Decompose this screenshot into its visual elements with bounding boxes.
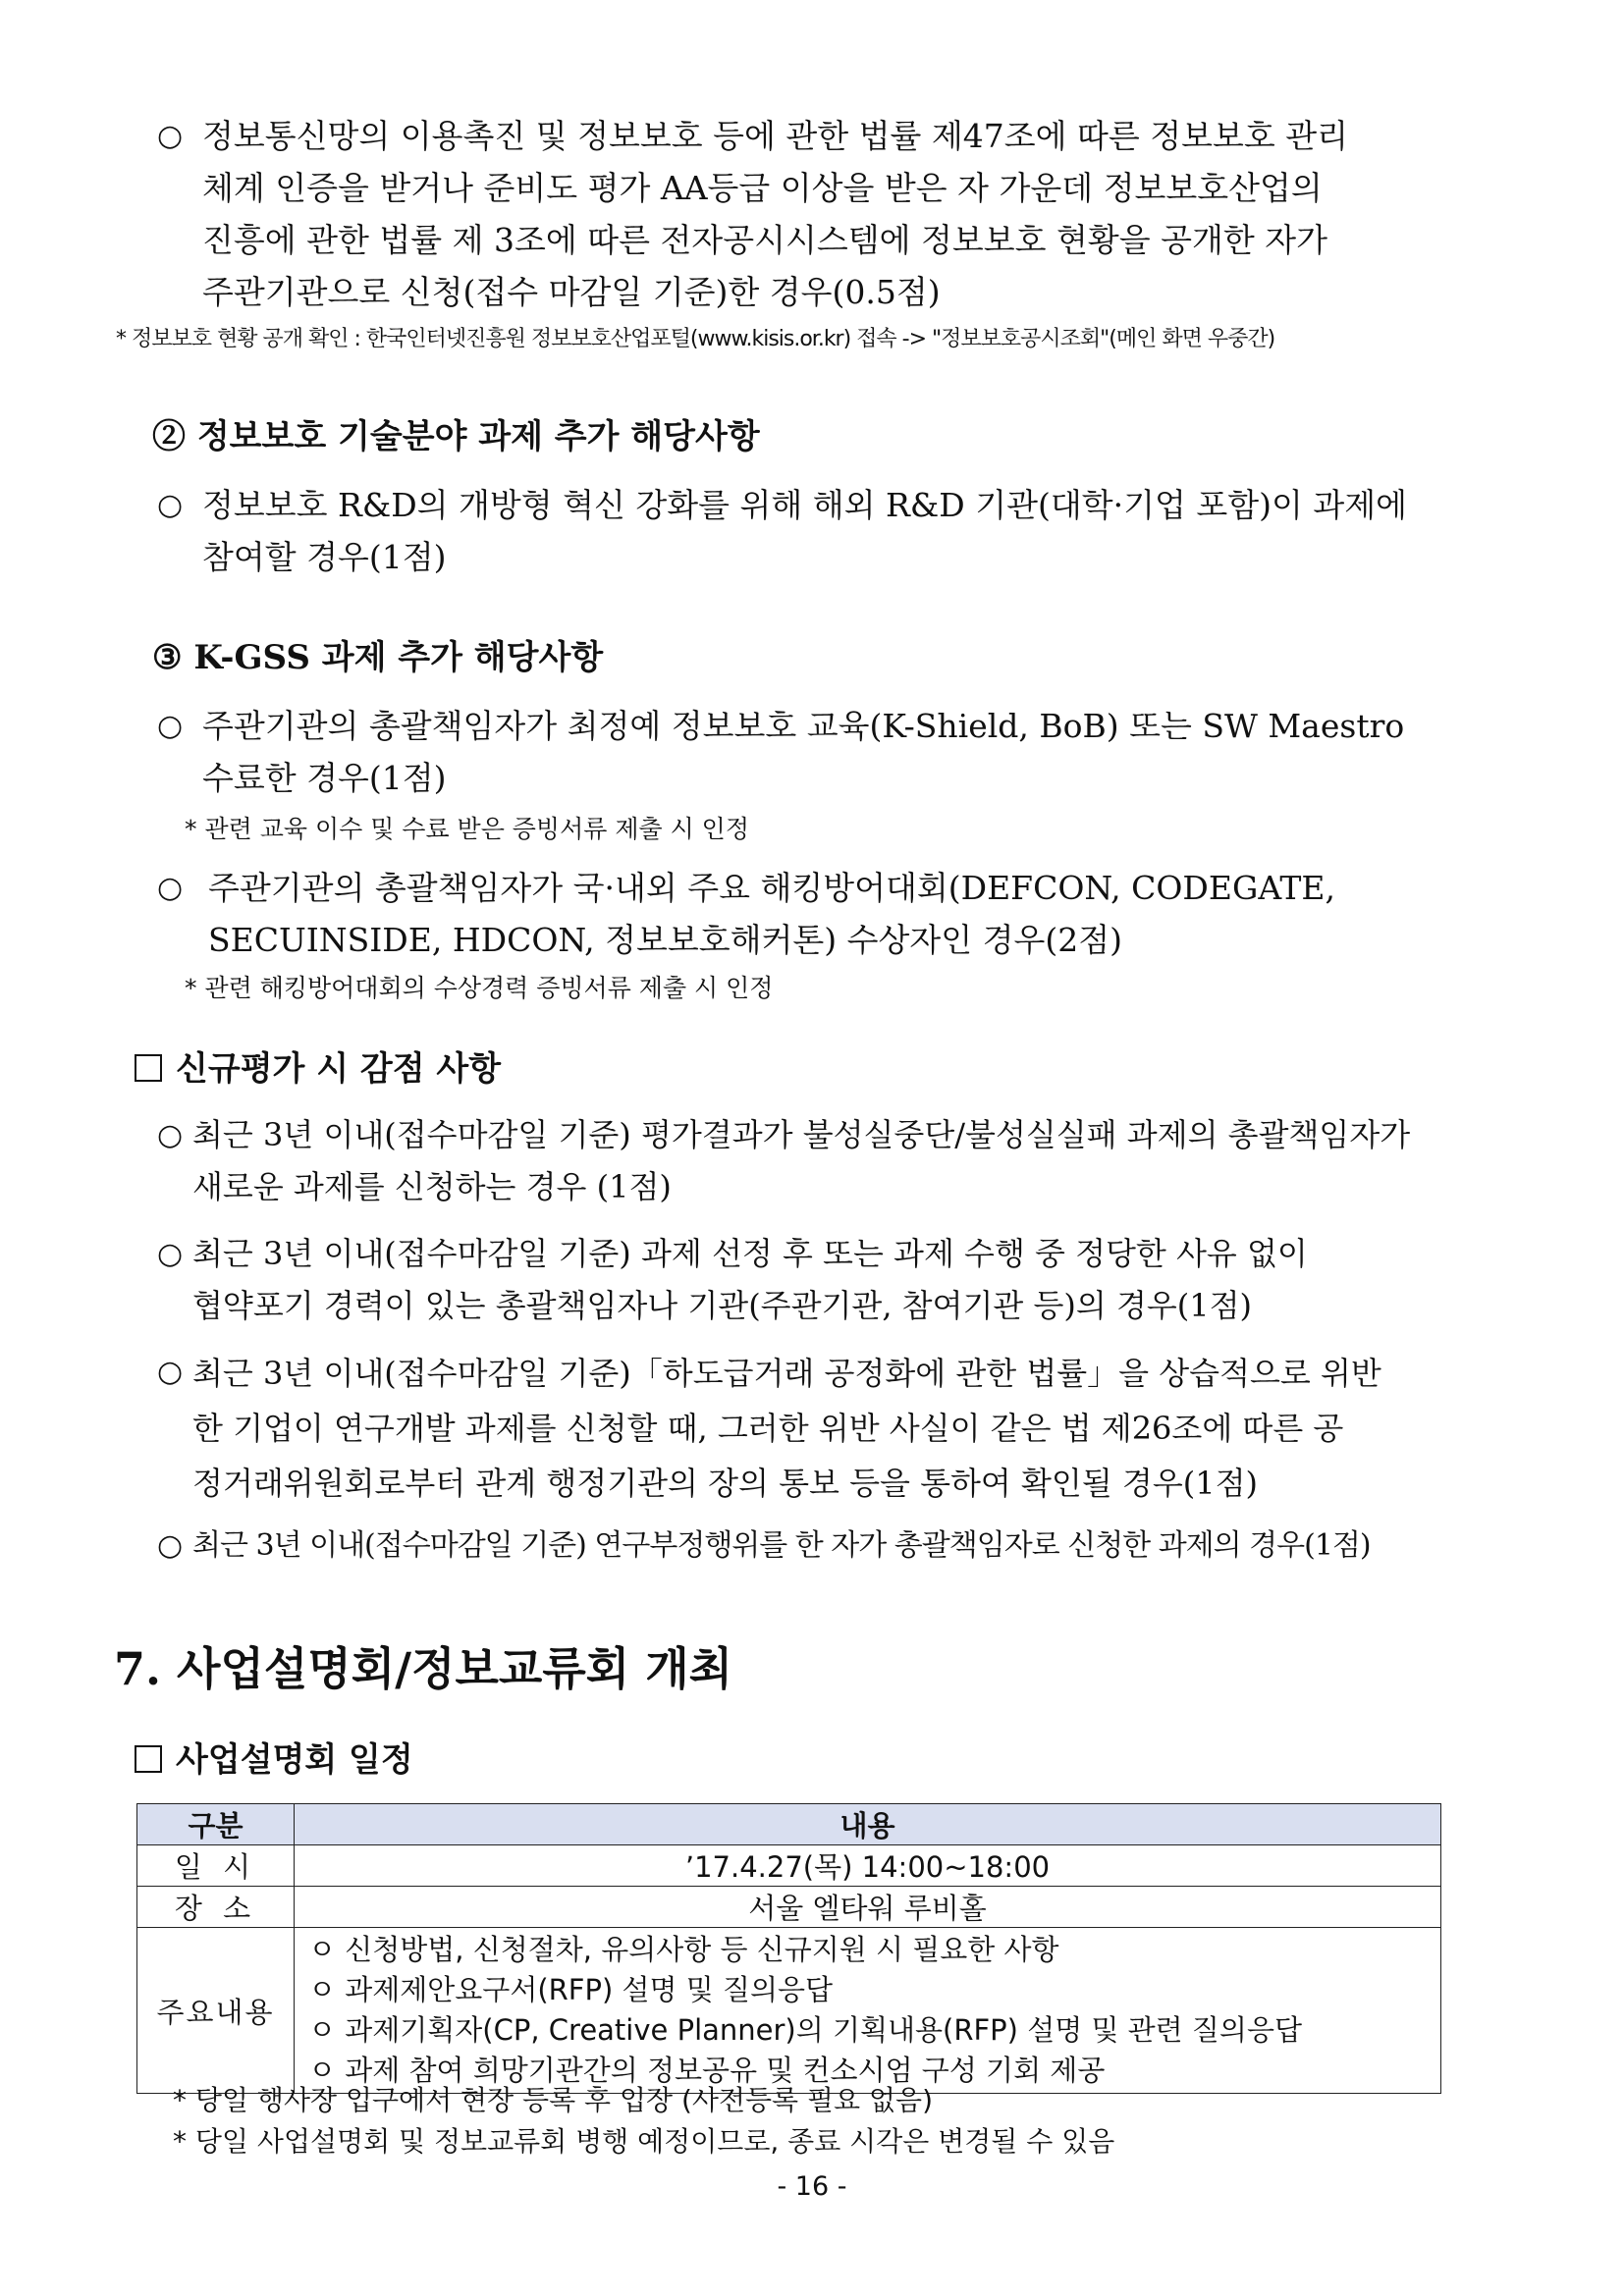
bullet-marker: ○ (157, 1355, 184, 1389)
section-2-paragraph (202, 479, 1441, 583)
text-line: 정보보호 R&D의 개방형 혁신 강화를 위해 해외 R&D 기관(대학·기업 포함)이 과제에 (202, 486, 1407, 524)
section-7-title: 7. 사업설명회/정보교류회 개최 (114, 1642, 733, 1695)
bullet-marker: ○ (157, 488, 184, 522)
date-label: 일 시 (137, 1845, 295, 1887)
bullet-marker: ○ (157, 119, 184, 153)
schedule-heading (135, 1734, 413, 1787)
place-label: 장 소 (137, 1887, 295, 1928)
text-line: 정거래위원회로부터 관계 행정기관의 장의 통보 등을 통하여 확인될 경우(1점) (192, 1465, 1258, 1502)
schedule-note-1 (173, 2081, 933, 2120)
table-row (137, 1928, 1441, 2094)
intro-paragraph (202, 110, 1441, 318)
text-line: 한 기업이 연구개발 과제를 신청할 때, 그러한 위반 사실이 같은 법 제26조에 따른 공 (192, 1410, 1344, 1447)
note-text: 관련 해킹방어대회의 수상경력 증빙서류 제출 시 인정 (204, 974, 774, 1002)
note-marker: * (185, 974, 197, 1002)
schedule-heading-text: 사업설명회 일정 (176, 1740, 413, 1780)
note-marker: * (173, 2125, 187, 2158)
intro-note (116, 320, 1274, 359)
content-item: ㅇ 과제기획자(CP, Creative Planner)의 기획내용(RFP) 설명 및 관련 질의응답 (308, 2013, 1302, 2047)
note-text: 정보보호 현황 공개 확인 : 한국인터넷진흥원 정보보호산업포털(www.kisis.or.kr) 접속 -> "정보보호공시조회"(메인 화면 우중간) (132, 327, 1275, 351)
bullet-marker: ○ (157, 1237, 184, 1271)
content-item: ㅇ 신청방법, 신청절차, 유의사항 등 신규지원 시 필요한 사항 (308, 1933, 1059, 1966)
checkbox-square-icon (135, 1054, 162, 1082)
schedule-table (136, 1803, 1441, 2094)
deduction-item-2 (192, 1228, 1441, 1332)
schedule-note-2 (173, 2122, 1114, 2162)
section-3-item-1 (202, 700, 1441, 804)
text-line: 최근 3년 이내(접수마감일 기준) 평가결과가 불성실중단/불성실실패 과제의 총괄책임자가 (192, 1116, 1411, 1153)
text-line: 참여할 경우(1점) (202, 538, 447, 576)
content-item: ㅇ 과제 참여 희망기관간의 정보공유 및 컨소시엄 구성 기회 제공 (308, 2054, 1106, 2087)
content-label: 주요내용 (137, 1928, 295, 2094)
bullet-marker: ○ (157, 1528, 184, 1563)
content-item: ㅇ 과제제안요구서(RFP) 설명 및 질의응답 (308, 1973, 834, 2006)
section-3-heading: ③ K-GSS 과제 추가 해당사항 (152, 638, 604, 677)
text-line: 최근 3년 이내(접수마감일 기준) 과제 선정 후 또는 과제 수행 중 정당한 사유 없이 (192, 1235, 1308, 1272)
text-line: 최근 3년 이내(접수마감일 기준)「하도급거래 공정화에 관한 법률」을 상습적으로 위반 (192, 1355, 1381, 1392)
section-3-item-1-note (185, 810, 749, 849)
note-marker: * (116, 327, 126, 351)
deduction-heading (135, 1042, 501, 1095)
text-line: 협약포기 경력이 있는 총괄책임자나 기관(주관기관, 참여기관 등)의 경우(1점) (192, 1287, 1253, 1324)
place-value: 서울 엘타워 루비홀 (295, 1887, 1441, 1928)
deduction-item-1 (192, 1109, 1441, 1213)
text-line: 정보통신망의 이용촉진 및 정보보호 등에 관한 법률 제47조에 따른 정보보호 관리 (202, 117, 1348, 155)
text-line: 체계 인증을 받거나 준비도 평가 AA등급 이상을 받은 자 가운데 정보보호산업의 (202, 169, 1323, 207)
note-text: 당일 사업설명회 및 정보교류회 병행 예정이므로, 종료 시각은 변경될 수 있음 (194, 2125, 1115, 2158)
table-header-row (137, 1804, 1441, 1845)
section-3-item-2-note (185, 969, 773, 1008)
note-text: 당일 행사장 입구에서 현장 등록 후 입장 (사전등록 필요 없음) (194, 2084, 934, 2116)
text-line: 수료한 경우(1점) (202, 759, 447, 797)
content-items (295, 1928, 1441, 2094)
section-3-item-2 (208, 862, 1441, 966)
text-line: SECUINSIDE, HDCON, 정보보호해커톤) 수상자인 경우(2점) (208, 921, 1123, 959)
page-number: - 16 - (777, 2171, 847, 2202)
bullet-marker: ○ (157, 871, 184, 905)
deduction-item-4 (192, 1520, 1441, 1572)
note-marker: * (185, 815, 197, 843)
text-line: 주관기관의 총괄책임자가 국·내외 주요 해킹방어대회(DEFCON, CODEGATE, (208, 869, 1335, 907)
deduction-item-3 (192, 1346, 1441, 1511)
text-line: 최근 3년 이내(접수마감일 기준) 연구부정행위를 한 자가 총괄책임자로 신청한 과제의 경우(1점) (192, 1528, 1371, 1563)
note-text: 관련 교육 이수 및 수료 받은 증빙서류 제출 시 인정 (204, 815, 749, 843)
table-header-cell: 구분 (137, 1804, 295, 1845)
table-header-cell: 내용 (295, 1804, 1441, 1845)
text-line: 진흥에 관한 법률 제 3조에 따른 전자공시시스템에 정보보호 현황을 공개한 자가 (202, 221, 1327, 259)
table-row (137, 1887, 1441, 1928)
note-marker: * (173, 2084, 187, 2116)
text-line: 새로운 과제를 신청하는 경우 (1점) (192, 1168, 672, 1205)
table-row (137, 1845, 1441, 1887)
text-line: 주관기관으로 신청(접수 마감일 기준)한 경우(0.5점) (202, 273, 941, 311)
checkbox-square-icon (135, 1745, 162, 1773)
deduction-heading-text: 신규평가 시 감점 사항 (176, 1049, 502, 1089)
date-value: ’17.4.27(목) 14:00~18:00 (295, 1845, 1441, 1887)
bullet-marker: ○ (157, 1118, 184, 1152)
bullet-marker: ○ (157, 709, 184, 743)
text-line: 주관기관의 총괄책임자가 최정예 정보보호 교육(K-Shield, BoB) 또는 SW Maestro (202, 707, 1405, 745)
section-2-heading: ② 정보보호 기술분야 과제 추가 해당사항 (152, 417, 760, 456)
